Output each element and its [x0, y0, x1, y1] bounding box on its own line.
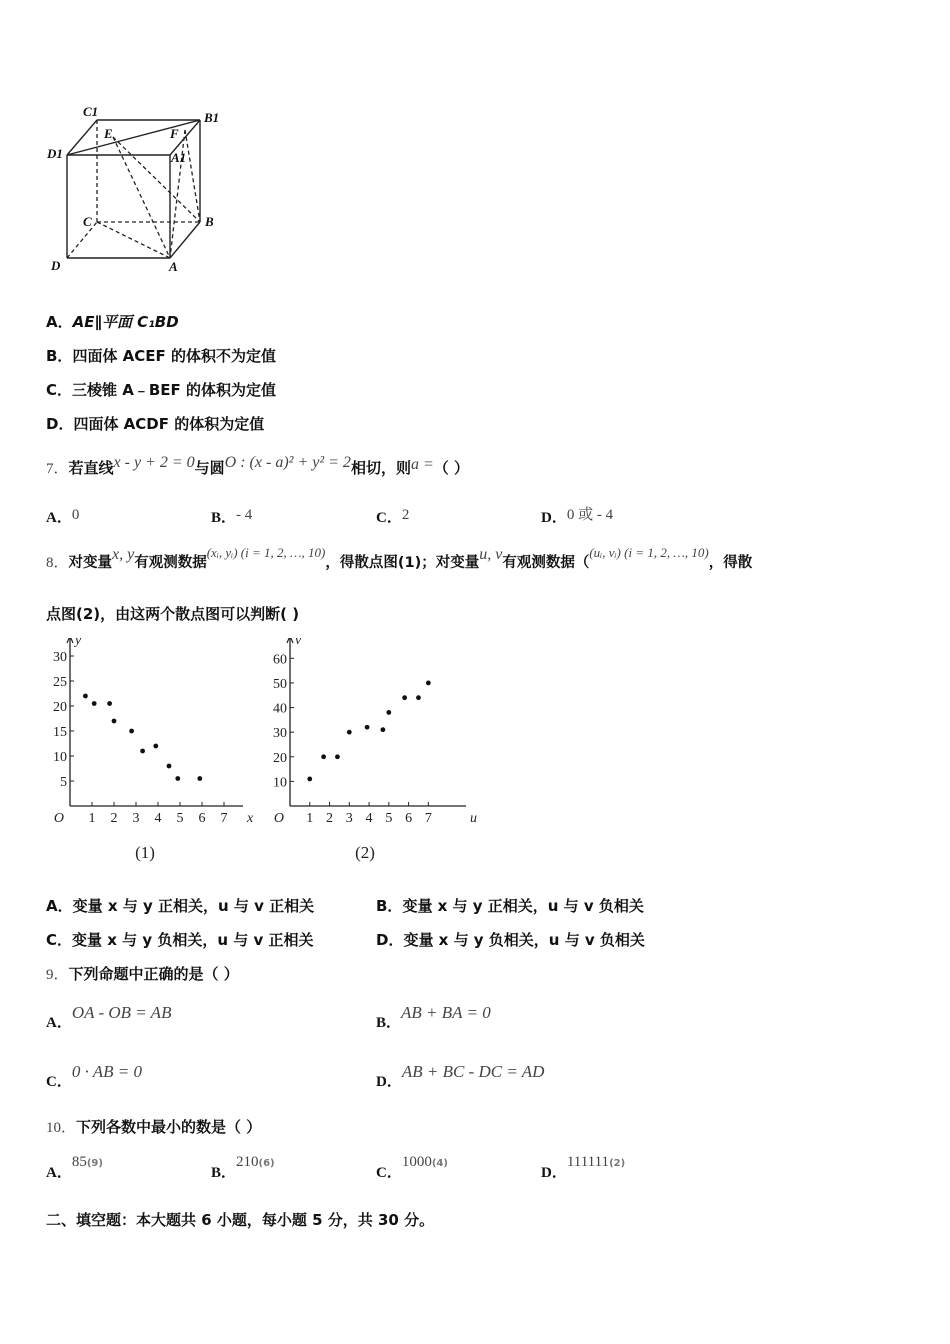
- x-tick-label: 3: [345, 811, 353, 826]
- scatter-chart-2: [262, 638, 477, 873]
- y-tick-label: 10: [53, 750, 67, 765]
- scatter-point: [335, 754, 340, 759]
- scatter-point: [129, 729, 134, 734]
- y-tick-label: 40: [273, 701, 287, 717]
- x-tick-label: 7: [220, 811, 228, 826]
- y-tick-label: 25: [53, 675, 67, 690]
- scatter-point: [140, 749, 145, 754]
- q9-option-a: A．OA - OB = AB: [46, 1003, 172, 1031]
- chart-caption: (2): [355, 843, 375, 862]
- x-tick-label: 3: [132, 811, 140, 826]
- label-a1: A1: [171, 150, 187, 165]
- q9-stem: 9．下列命题中正确的是（ ）: [46, 965, 239, 983]
- q7-option-a: A．0: [46, 507, 80, 526]
- chart-caption: (1): [135, 843, 155, 862]
- scatter-point: [402, 695, 407, 700]
- q7-option-d: D．0 或 - 4: [541, 507, 614, 526]
- y-axis-label: v: [295, 638, 302, 648]
- scatter-point: [107, 701, 112, 706]
- x-tick-label: 7: [424, 811, 432, 826]
- x-tick-label: 5: [176, 811, 184, 826]
- y-tick-label: 30: [53, 650, 67, 665]
- scatter-point: [416, 695, 421, 700]
- label-c: C: [83, 214, 92, 229]
- y-tick-label: 50: [273, 676, 287, 692]
- x-tick-label: 6: [198, 811, 206, 826]
- scatter-point: [380, 727, 385, 732]
- y-tick-label: 20: [273, 750, 287, 766]
- q8-option-b: B．变量 x 与 y 正相关，u 与 v 负相关: [376, 897, 644, 915]
- q6-option-b: B．四面体 ACEF 的体积不为定值: [46, 347, 276, 365]
- q8-stem-line1: 8．对变量x, y有观测数据(xᵢ, yᵢ) (i = 1, 2, …, 10)，得散点图(1)；对变量u, v有观测数据（(uᵢ, vᵢ) (i = 1, 2, …, 10)，得散: [46, 545, 753, 571]
- scatter-point: [426, 681, 431, 686]
- scatter-point: [386, 710, 391, 715]
- y-axis-label: y: [75, 638, 82, 648]
- label-e: E: [104, 126, 113, 141]
- scatter-point: [197, 776, 202, 781]
- q7-option-b: B．- 4: [211, 507, 253, 526]
- q10-option-b: B．210(6): [211, 1154, 275, 1181]
- x-tick-label: 2: [326, 811, 334, 826]
- y-tick-label: 5: [60, 775, 67, 790]
- y-tick-label: 60: [273, 652, 287, 668]
- label-b1: B1: [204, 110, 220, 125]
- x-tick-label: 4: [365, 811, 373, 826]
- y-tick-label: 30: [273, 726, 287, 742]
- q9-option-d: D．AB + BC - DC = AD: [376, 1062, 545, 1090]
- x-tick-label: 4: [154, 811, 162, 826]
- origin-label: O: [53, 811, 64, 826]
- scatter-point: [321, 754, 326, 759]
- q7-stem: 7．若直线x - y + 2 = 0与圆O : (x - a)² + y² = 2相切，则a =（ ）: [46, 454, 469, 477]
- scatter-point: [153, 744, 158, 749]
- x-axis-label: u: [470, 811, 477, 826]
- x-tick-label: 6: [405, 811, 413, 826]
- q9-option-b: B．AB + BA = 0: [376, 1003, 491, 1031]
- q6-option-a: A．AE∥平面 C₁BD: [46, 313, 179, 331]
- q6-option-c: C．三棱锥 A﹣BEF 的体积为定值: [46, 381, 276, 399]
- q8-option-a: A．变量 x 与 y 正相关，u 与 v 正相关: [46, 897, 315, 915]
- y-tick-label: 20: [53, 700, 67, 715]
- q7-option-c: C．2: [376, 507, 410, 526]
- q8-option-c: C．变量 x 与 y 负相关，u 与 v 正相关: [46, 931, 314, 949]
- x-tick-label: 1: [306, 811, 314, 826]
- scatter-point: [347, 730, 352, 735]
- scatter-point: [307, 777, 312, 782]
- q10-option-a: A．85(9): [46, 1154, 103, 1181]
- q10-option-c: C．1000(4): [376, 1154, 448, 1181]
- section-2-heading: 二、填空题：本大题共 6 小题，每小题 5 分，共 30 分。: [46, 1211, 435, 1229]
- q10-option-d: D．111111(2): [541, 1154, 626, 1181]
- scatter-point: [92, 701, 97, 706]
- label-f: F: [170, 126, 179, 141]
- label-d1: D1: [47, 146, 63, 161]
- label-d: D: [51, 258, 61, 273]
- scatter-point: [175, 776, 180, 781]
- y-tick-label: 10: [273, 775, 287, 791]
- label-c1: C1: [83, 104, 99, 119]
- q8-option-d: D．变量 x 与 y 负相关，u 与 v 负相关: [376, 931, 645, 949]
- q9-option-c: C．0 · AB = 0: [46, 1062, 143, 1090]
- x-tick-label: 5: [385, 811, 393, 826]
- label-a: A: [169, 259, 178, 274]
- scatter-point: [83, 694, 88, 699]
- scatter-point: [365, 725, 370, 730]
- x-axis-label: x: [247, 811, 254, 826]
- cube-figure: [45, 100, 230, 280]
- scatter-point: [112, 719, 117, 724]
- scatter-point: [167, 764, 172, 769]
- y-tick-label: 15: [53, 725, 67, 740]
- origin-label: O: [273, 811, 284, 826]
- q8-stem-line2: 点图(2)，由这两个散点图可以判断( ): [46, 605, 300, 623]
- scatter-chart-1: [45, 638, 255, 873]
- q6-option-d: D．四面体 ACDF 的体积为定值: [46, 415, 265, 433]
- q10-stem: 10．下列各数中最小的数是（ ）: [46, 1118, 262, 1136]
- x-tick-label: 2: [110, 811, 118, 826]
- x-tick-label: 1: [88, 811, 96, 826]
- label-b: B: [205, 214, 214, 229]
